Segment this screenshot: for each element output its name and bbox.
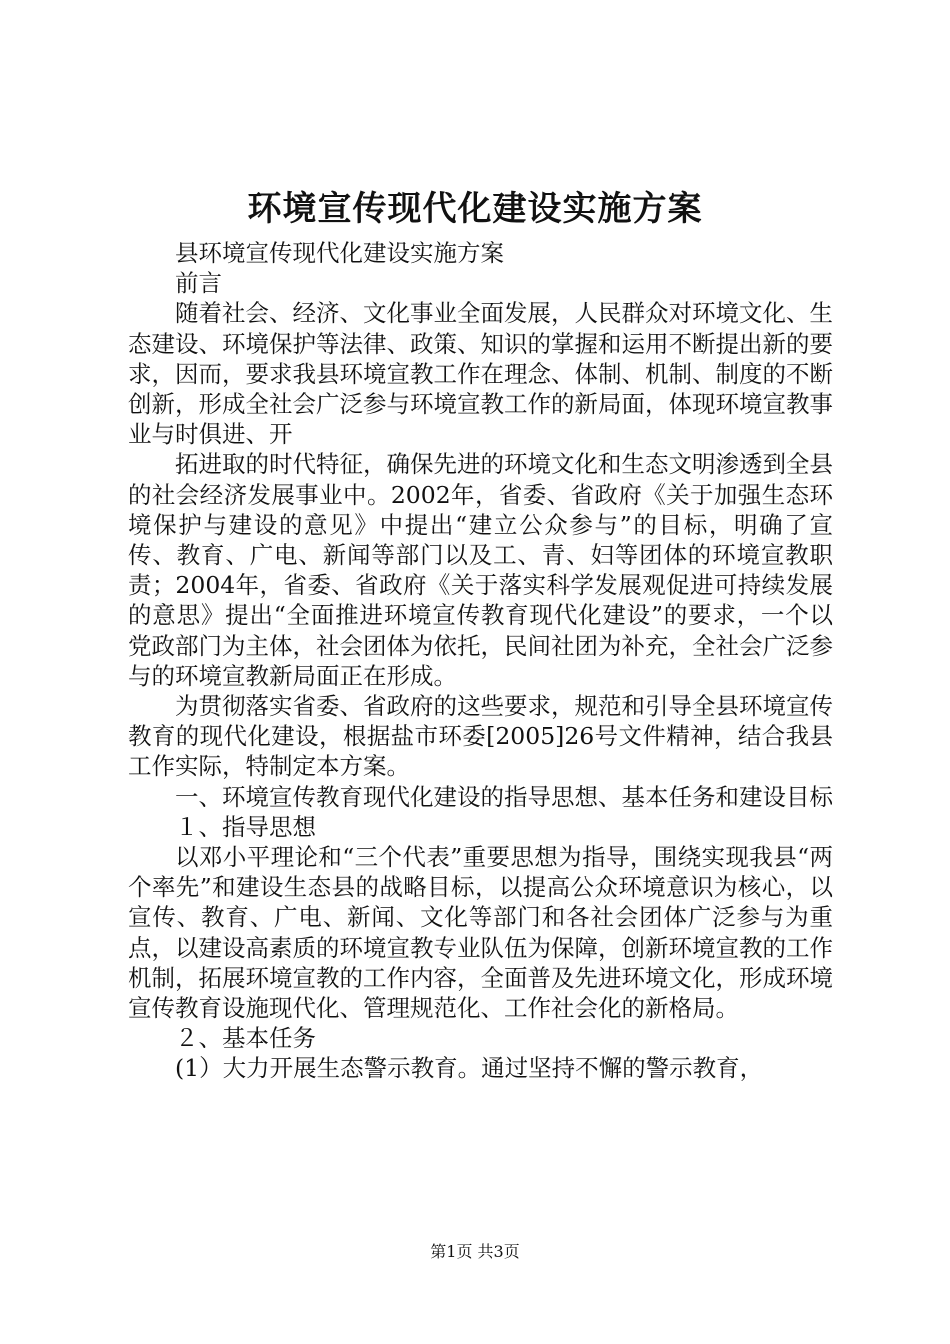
page-number-footer: 第1页 共3页 [430,1242,520,1261]
paragraph-preface-heading: 前言 [175,269,222,298]
paragraph: (1）大力开展生态警示教育。通过坚持不懈的警示教育， [175,1054,764,1083]
paragraph-subtitle: 县环境宣传现代化建设实施方案 [175,239,504,267]
section-heading: 一、环境宣传教育现代化建设的指导思想、基本任务和建设目标 [175,782,833,811]
subsection-heading: １、指导思想 [175,812,316,841]
subsection-heading: ２、基本任务 [175,1024,316,1053]
paragraph: 以邓小平理论和“三个代表”重要思想为指导，围绕实现我县“两个率先”和建设生态县的战略目标，以提高公众环境意识为核心，以宣传、教育、广电、新闻、文化等部门和各社会团体广泛参与为重点，以建设高素质的环境宣教专业队伍为保障，创新环境宣教的工作机制，拓展环境宣教的工作内容，全面普及先进环境文化，形成环境宣传教育设施现代化、管理规范化、工作社会化的新格局。 [128,843,833,1023]
document-body [128,238,833,1084]
paragraph: 拓进取的时代特征，确保先进的环境文化和生态文明渗透到全县的社会经济发展事业中。2002年，省委、省政府《关于加强生态环境保护与建设的意见》中提出“建立公众参与”的目标，明确了宣传、教育、广电、新闻等部门以及工、青、妇等团体的环境宣教职责；2004年，省委、省政府《关于落实科学发展观促进可持续发展的意思》提出“全面推进环境宣传教育现代化建设”的要求，一个以党政部门为主体，社会团体为依托，民间社团为补充，全社会广泛参与的环境宣教新局面正在形成。 [128,450,833,690]
document-title: 环境宣传现代化建设实施方案 [247,189,703,229]
paragraph: 随着社会、经济、文化事业全面发展，人民群众对环境文化、生态建设、环境保护等法律、政策、知识的掌握和运用不断提出新的要求，因而，要求我县环境宣教工作在理念、体制、机制、制度的不断创新，形成全社会广泛参与环境宣教工作的新局面，体现环境宣教事业与时俱进、开 [128,299,833,449]
paragraph: 为贯彻落实省委、省政府的这些要求，规范和引导全县环境宣传教育的现代化建设，根据盐市环委[2005]26号文件精神，结合我县工作实际，特制定本方案。 [128,692,833,781]
